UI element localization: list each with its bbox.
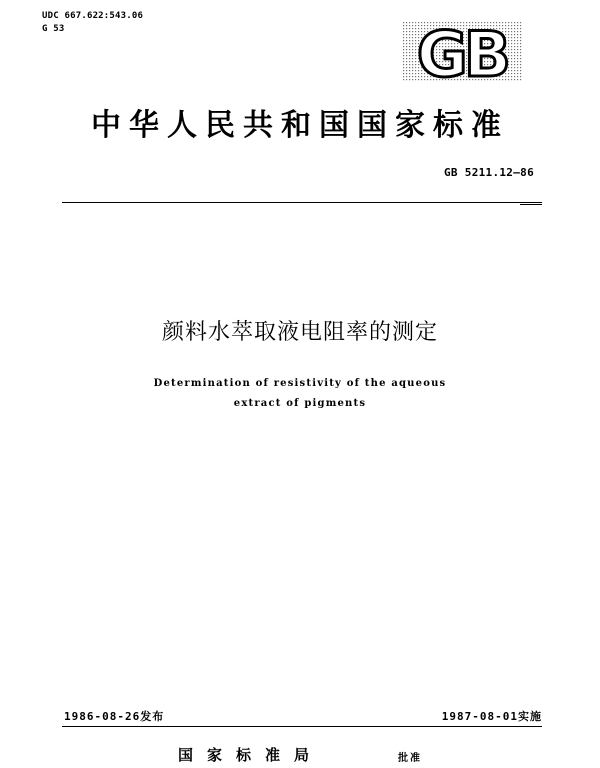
classification-code: G 53 [42, 24, 65, 34]
gb-logo-text: GB [416, 22, 508, 82]
issue-date: 1986-08-26发布 [64, 710, 165, 723]
top-divider-tick [520, 204, 542, 205]
english-title-line2: extract of pigments [233, 398, 367, 409]
implementation-date: 1987-08-01实施 [441, 710, 542, 723]
udc-code: UDC 667.622:543.06 [42, 11, 144, 21]
approval-label: 批准 [398, 753, 422, 764]
issuing-authority: 国家标准局 [178, 746, 324, 764]
standard-number: GB 5211.12—86 [444, 166, 534, 179]
main-title: 中华人民共和国国家标准 [91, 108, 509, 143]
top-divider [62, 202, 542, 203]
chinese-title: 颜料水萃取液电阻率的测定 [161, 320, 438, 345]
udc-header [42, 10, 143, 36]
bottom-divider [62, 726, 542, 727]
gb-logo [400, 22, 524, 82]
english-title-line1: Determination of resistivity of the aqueous [153, 378, 447, 389]
